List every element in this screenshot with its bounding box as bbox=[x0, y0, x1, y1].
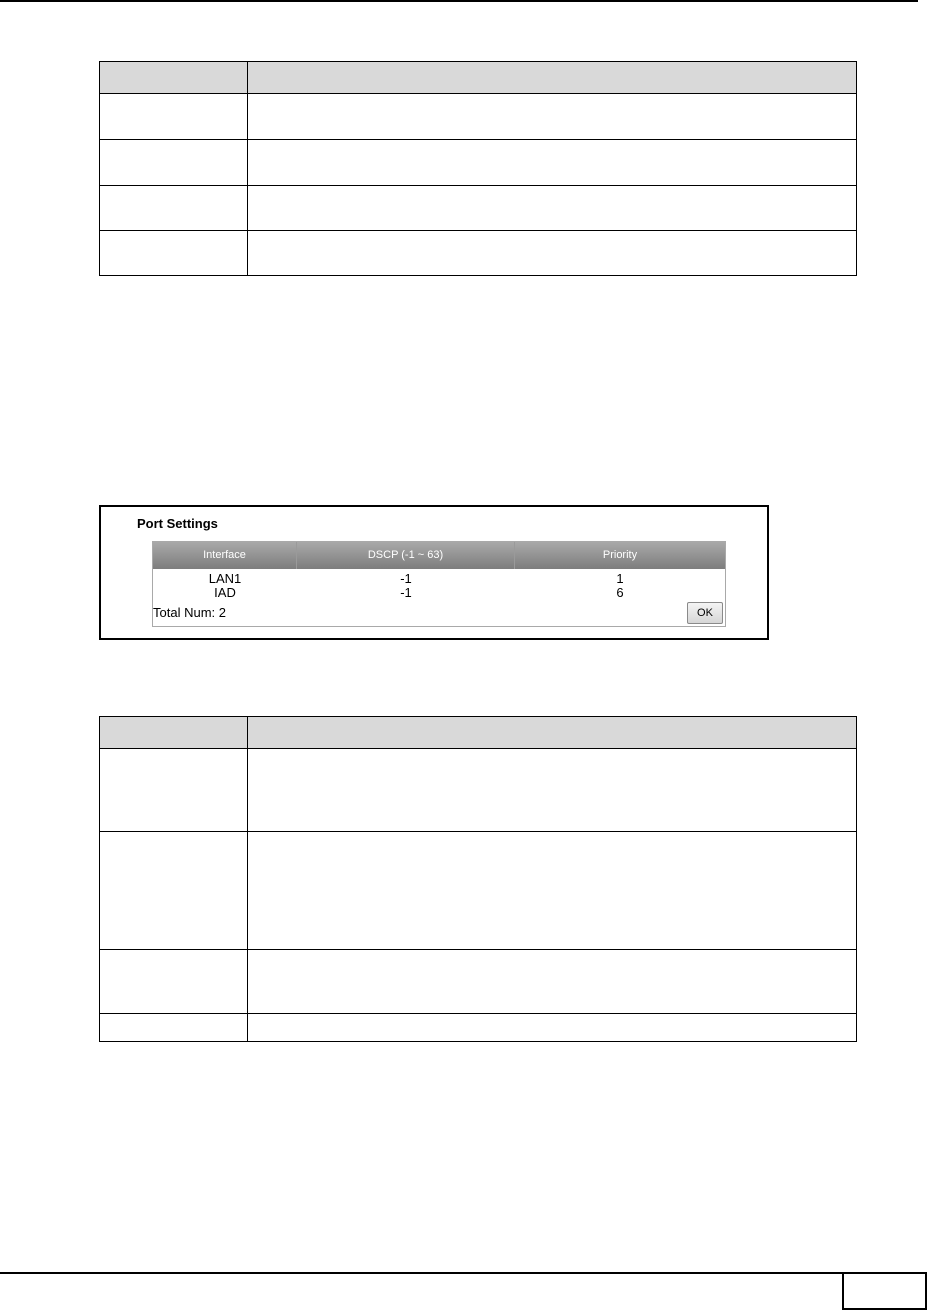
table-header-cell-label bbox=[100, 717, 248, 749]
table-cell-description bbox=[248, 140, 857, 186]
table-header-row bbox=[100, 62, 857, 94]
table-row bbox=[100, 1014, 857, 1042]
cell-interface: IAD bbox=[214, 585, 236, 600]
table-header-row bbox=[100, 717, 857, 749]
table-cell-label bbox=[100, 749, 248, 832]
table-cell-label bbox=[100, 186, 248, 231]
table-cell-label bbox=[100, 94, 248, 140]
table-cell-label bbox=[100, 832, 248, 950]
description-table-2 bbox=[99, 716, 857, 1042]
table-row bbox=[100, 231, 857, 276]
footer-rule bbox=[0, 1272, 842, 1274]
table-cell-description bbox=[248, 749, 857, 832]
table-row bbox=[100, 140, 857, 186]
table-row bbox=[100, 749, 857, 832]
table-row bbox=[100, 94, 857, 140]
table-cell-description bbox=[248, 832, 857, 950]
column-header-priority: Priority bbox=[602, 549, 638, 561]
header-rule bbox=[0, 0, 918, 2]
table-cell-description bbox=[248, 94, 857, 140]
table-cell-label bbox=[100, 140, 248, 186]
cell-dscp: -1 bbox=[400, 571, 412, 586]
table-header-cell-label bbox=[100, 62, 248, 94]
table-header-cell-description bbox=[248, 717, 857, 749]
port-settings-panel bbox=[152, 541, 726, 627]
page-number-box bbox=[842, 1272, 927, 1310]
table-cell-label bbox=[100, 950, 248, 1014]
table-cell-description bbox=[248, 186, 857, 231]
table-row bbox=[153, 586, 725, 600]
table-cell-label bbox=[100, 231, 248, 276]
table-header-cell-description bbox=[248, 62, 857, 94]
table-cell-label bbox=[100, 1014, 248, 1042]
table-cell-description bbox=[248, 950, 857, 1014]
table-row bbox=[100, 832, 857, 950]
table-row bbox=[100, 186, 857, 231]
cell-priority: 1 bbox=[616, 571, 624, 586]
table-row bbox=[153, 572, 725, 586]
description-table-1 bbox=[99, 61, 857, 276]
cell-dscp: -1 bbox=[400, 585, 412, 600]
ok-button[interactable]: OK bbox=[687, 602, 723, 624]
table-row bbox=[100, 950, 857, 1014]
column-header-dscp: DSCP (-1 ~ 63) bbox=[297, 542, 515, 569]
cell-interface: LAN1 bbox=[208, 571, 242, 586]
cell-priority: 6 bbox=[616, 585, 624, 600]
port-settings-title: Port Settings bbox=[137, 516, 218, 531]
port-settings-header-row bbox=[153, 542, 725, 569]
column-header-interface: Interface bbox=[153, 542, 297, 569]
table-cell-description bbox=[248, 1014, 857, 1042]
table-cell-description bbox=[248, 231, 857, 276]
port-settings-screenshot bbox=[99, 505, 769, 640]
total-count: Total Num: 2 bbox=[153, 605, 226, 620]
